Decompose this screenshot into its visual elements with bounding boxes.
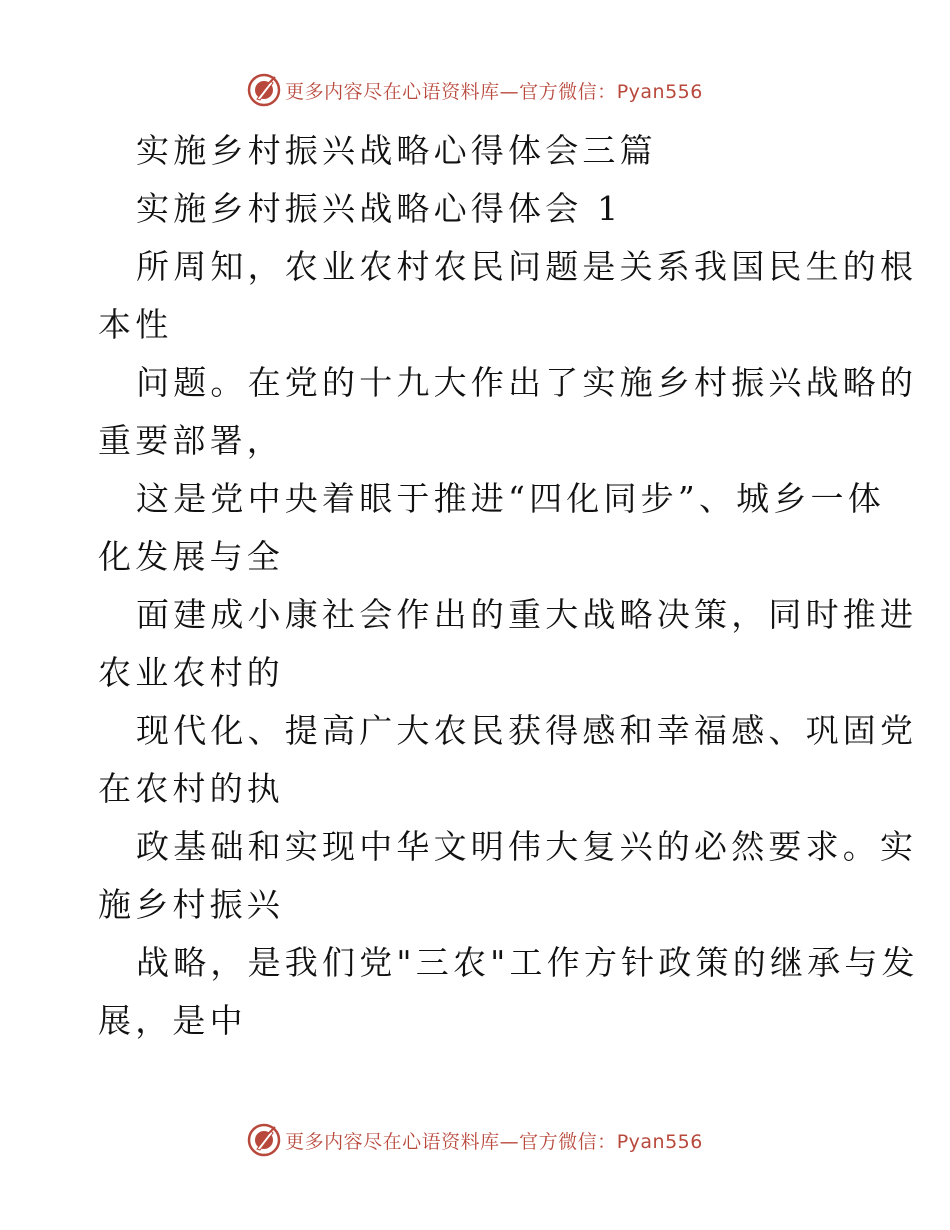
header-banner: [0, 70, 950, 110]
footer-banner: [0, 1120, 950, 1160]
quill-logo-icon: [247, 1123, 281, 1157]
banner-brand: 更多内容尽在心语资料库: [285, 1130, 500, 1153]
paragraph-line: 重要部署，: [98, 421, 284, 460]
paragraph-line: 农业农村的: [98, 653, 284, 692]
banner-text: [285, 1127, 703, 1154]
document-body: [98, 122, 919, 1050]
paragraph-line: 本性: [98, 305, 173, 344]
document-subtitle: 实施乡村振兴战略心得体会 1: [136, 189, 623, 228]
banner-separator: —: [499, 80, 520, 103]
paragraph-line: 现代化、提高广大农民获得感和幸福感、巩固党: [136, 711, 918, 750]
banner-contact-id: Pyan556: [616, 1130, 703, 1153]
banner-contact-id: Pyan556: [616, 80, 703, 103]
paragraph-line: 化发展与全: [98, 537, 284, 576]
document-title: 实施乡村振兴战略心得体会三篇: [136, 131, 657, 170]
paragraph-line: 面建成小康社会作出的重大战略决策，同时推进: [136, 595, 918, 634]
paragraph-line: 政基础和实现中华文明伟大复兴的必然要求。实: [136, 827, 918, 866]
paragraph-line: 战略，是我们党"三农"工作方针政策的继承与发: [136, 943, 919, 982]
paragraph-line: 问题。在党的十九大作出了实施乡村振兴战略的: [136, 363, 918, 402]
banner-text: [285, 77, 703, 104]
paragraph-line: 所周知，农业农村农民问题是关系我国民生的根: [136, 247, 918, 286]
paragraph-line: 展，是中: [98, 1001, 247, 1040]
banner-brand: 更多内容尽在心语资料库: [285, 80, 500, 103]
paragraph-line: 这是党中央着眼于推进“四化同步”、城乡一体: [136, 479, 885, 518]
banner-separator: —: [499, 1130, 520, 1153]
paragraph-line: 在农村的执: [98, 769, 284, 808]
quill-logo-icon: [247, 73, 281, 107]
paragraph-line: 施乡村振兴: [98, 885, 284, 924]
banner-contact-label: 官方微信：: [519, 1130, 617, 1153]
banner-contact-label: 官方微信：: [519, 80, 617, 103]
